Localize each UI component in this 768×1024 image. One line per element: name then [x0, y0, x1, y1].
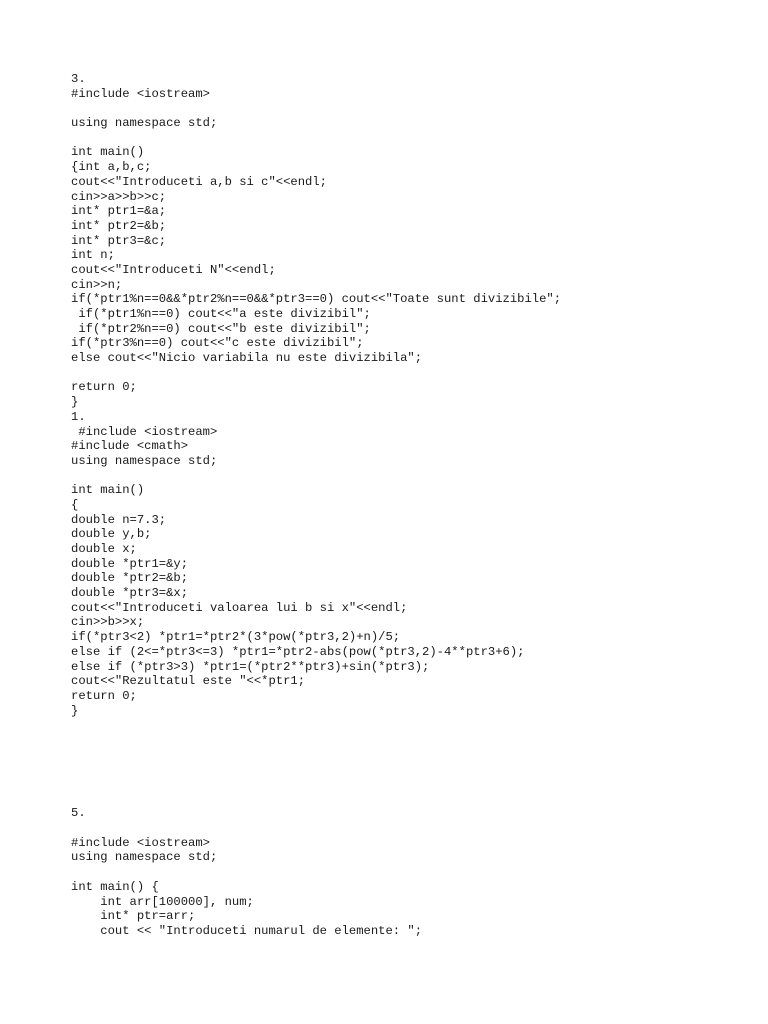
code-line: int main() { — [71, 879, 159, 894]
code-line: if(*ptr2%n==0) cout<<"b este divizibil"; — [71, 321, 371, 336]
code-line: #include <iostream> — [71, 424, 218, 439]
code-line: int main() — [71, 145, 145, 160]
code-line: int main() — [71, 483, 145, 498]
code-line — [71, 777, 751, 792]
code-line: if(*ptr1%n==0&&*ptr2%n==0&&*ptr3==0) cout<<"Toate sunt divizibile"; — [71, 292, 562, 307]
code-line: double x; — [71, 542, 137, 556]
code-line: int* ptr1=&a; — [71, 204, 167, 219]
code-line: {int a,b,c; — [71, 160, 152, 175]
code-line: using namespace std; — [71, 850, 218, 865]
code-line: double *ptr2=&b; — [71, 571, 189, 586]
code-line: cin>>n; — [71, 277, 123, 292]
code-line: } — [71, 703, 79, 718]
code-line: 3. — [71, 72, 86, 86]
code-line — [71, 865, 751, 880]
code-line: double *ptr3=&x; — [71, 586, 189, 601]
code-line: return 0; — [71, 688, 137, 703]
code-line: else if (2<=*ptr3<=3) *ptr1=*ptr2-abs(pow(*ptr3,2)-4**ptr3+6); — [71, 644, 525, 659]
code-line: cout<<"Introduceti a,b si c"<<endl; — [71, 174, 327, 189]
code-line: int arr[100000], num; — [71, 894, 254, 909]
code-line: if(*ptr1%n==0) cout<<"a este divizibil"; — [71, 307, 371, 321]
code-line: cout<<"Introduceti N"<<endl; — [71, 262, 276, 277]
code-line: int n; — [71, 248, 115, 263]
code-line: double n=7.3; — [71, 512, 167, 527]
code-line: cin>>a>>b>>c; — [71, 189, 167, 204]
code-line: double y,b; — [71, 527, 152, 542]
code-line: cout<<"Introduceti valoarea lui b si x"<<endl; — [71, 600, 408, 615]
code-line: } — [71, 395, 79, 410]
code-line: cout<<"Rezultatul este "<<*ptr1; — [71, 674, 306, 689]
code-line — [71, 792, 751, 807]
code-line: if(*ptr3<2) *ptr1=*ptr2*(3*pow(*ptr3,2)+n)/5; — [71, 630, 401, 645]
code-line: #include <iostream> — [71, 835, 210, 850]
code-line: 5. — [71, 806, 86, 821]
code-line: using namespace std; — [71, 453, 218, 468]
code-line: cin>>b>>x; — [71, 615, 145, 630]
code-line — [71, 366, 751, 381]
code-line — [71, 718, 751, 733]
code-line: else if (*ptr3>3) *ptr1=(*ptr2**ptr3)+sin(*ptr3); — [71, 659, 430, 674]
code-line: else cout<<"Nicio variabila nu este divizibila"; — [71, 351, 423, 366]
code-line — [71, 733, 751, 748]
code-line — [71, 101, 751, 116]
code-line: #include <iostream> — [71, 86, 210, 101]
code-line — [71, 748, 751, 763]
code-line: cout << "Introduceti numarul de elemente: "; — [71, 923, 423, 938]
code-line: double *ptr1=&y; — [71, 556, 189, 571]
code-line: int* ptr=arr; — [71, 909, 196, 924]
code-line: #include <cmath> — [71, 439, 189, 454]
code-line: int* ptr3=&c; — [71, 233, 167, 248]
code-line: if(*ptr3%n==0) cout<<"c este divizibil"; — [71, 336, 364, 351]
code-line: { — [71, 497, 79, 512]
code-line — [71, 821, 751, 836]
code-line — [71, 131, 751, 146]
code-line: 1. — [71, 409, 86, 424]
code-line — [71, 762, 751, 777]
code-listing — [71, 72, 751, 939]
code-line — [71, 469, 751, 484]
code-line: int* ptr2=&b; — [71, 218, 167, 233]
code-line: using namespace std; — [71, 116, 218, 131]
code-line: return 0; — [71, 380, 137, 395]
